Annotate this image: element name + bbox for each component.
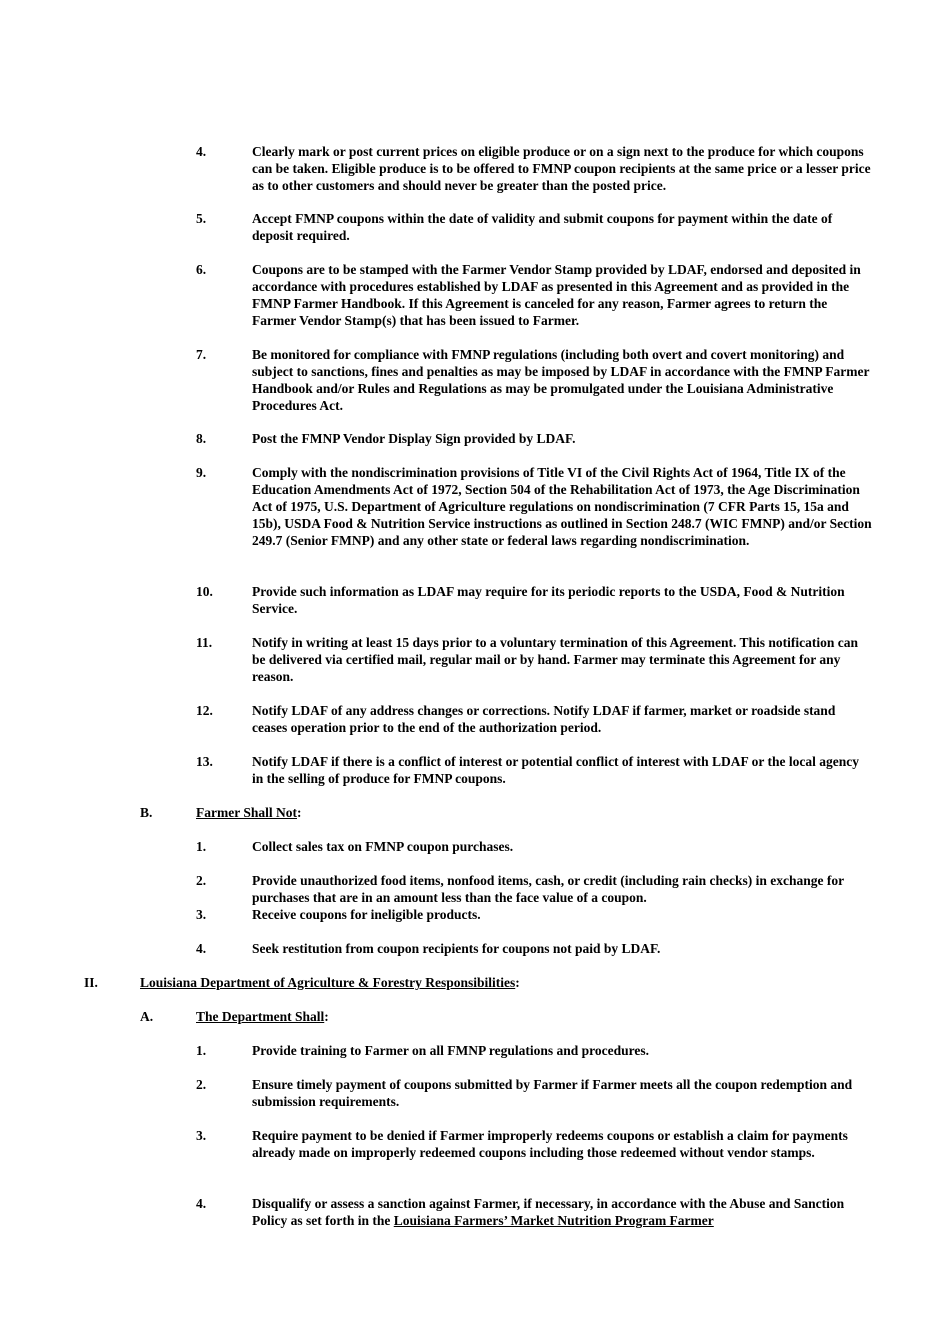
handbook-title: Louisiana Farmers’ Market Nutrition Program Farmer <box>393 1213 714 1228</box>
item-text: Notify LDAF if there is a conflict of interest or potential conflict of interest with LDAF or the local agency in the selling of produce for FMNP coupons. <box>252 754 860 786</box>
item-number: 13. <box>196 754 213 769</box>
item-number: 12. <box>196 703 213 718</box>
item-number: 5. <box>196 211 207 226</box>
item-number: 3. <box>196 907 207 922</box>
item-text: Notify LDAF of any address changes or corrections. Notify LDAF if farmer, market or roadside stand ceases operation prior to the end of the authorization period. <box>252 703 836 735</box>
section-ii-title: Louisiana Department of Agriculture & Forestry Responsibilities <box>140 975 516 990</box>
section-b-letter: B. <box>140 805 153 820</box>
item-text: Coupons are to be stamped with the Farmer Vendor Stamp provided by LDAF, endorsed and deposited in accordance with procedures established by LDAF as presented in this Agreement and as provided in the FMNP Farmer Handbook. If this Agreement is canceled for any reason, Farmer agrees to return the Farmer Vendor Stamp(s) that has been issued to Farmer. <box>252 262 861 328</box>
item-text: Post the FMNP Vendor Display Sign provided by LDAF. <box>252 431 576 446</box>
item-text: Ensure timely payment of coupons submitted by Farmer if Farmer meets all the coupon redemption and submission requirements. <box>252 1077 853 1109</box>
item-number: 4. <box>196 144 207 159</box>
item-text: Seek restitution from coupon recipients for coupons not paid by LDAF. <box>252 941 661 956</box>
item-number: 10. <box>196 584 213 599</box>
item-number: 7. <box>196 347 207 362</box>
item-text: Be monitored for compliance with FMNP regulations (including both overt and covert monitoring) and subject to sanctions, fines and penalties as may be imposed by LDAF in accordance with the FMNP Farmer Handbook and/or Rules and Regulations as may be promulgated under the Louisiana Administrative Procedures Act. <box>252 347 870 413</box>
item-text: Provide training to Farmer on all FMNP regulations and procedures. <box>252 1043 649 1058</box>
item-text: Receive coupons for ineligible products. <box>252 907 481 922</box>
item-number: 2. <box>196 1077 207 1092</box>
item-number: 2. <box>196 873 207 888</box>
section-ii-a-title: The Department Shall <box>196 1009 325 1024</box>
item-number: 9. <box>196 465 207 480</box>
item-number: 4. <box>196 941 207 956</box>
item-text: Disqualify or assess a sanction against Farmer, if necessary, in accordance with the Abuse and Sanction Policy as set forth in the Louisiana Farmers’ Market Nutrition Program Farmer <box>252 1196 845 1228</box>
item-text: Collect sales tax on FMNP coupon purchases. <box>252 839 514 854</box>
item-text: Require payment to be denied if Farmer improperly redeems coupons or establish a claim for payments already made on improperly redeemed coupons including those redeemed without vendor stamps. <box>252 1128 848 1160</box>
section-ii-a-letter: A. <box>140 1009 154 1024</box>
item-number: 1. <box>196 839 207 854</box>
item-text: Accept FMNP coupons within the date of validity and submit coupons for payment within the date of deposit required. <box>252 211 833 243</box>
item-number: 11. <box>196 635 213 650</box>
item-text: Clearly mark or post current prices on eligible produce or on a sign next to the produce for which coupons can be taken. Eligible produce is to be offered to FMNP coupon recipients at the same price or a lesser price as to other customers and should never be greater than the posted price. <box>252 144 871 193</box>
section-ii-heading: Louisiana Department of Agriculture & Forestry Responsibilities: <box>140 975 520 990</box>
item-number: 8. <box>196 431 207 446</box>
item-text: Notify in writing at least 15 days prior to a voluntary termination of this Agreement. This notification can be delivered via certified mail, regular mail or by hand. Farmer may terminate this Agreement for any reason. <box>252 635 858 684</box>
section-ii-roman: II. <box>84 975 98 990</box>
item-number: 4. <box>196 1196 207 1211</box>
item-number: 6. <box>196 262 207 277</box>
item-text: Provide unauthorized food items, nonfood items, cash, or credit (including rain checks) in exchange for purchases that are in an amount less than the face value of a coupon. <box>252 873 844 905</box>
item-number: 1. <box>196 1043 207 1058</box>
section-b-title: Farmer Shall Not <box>196 805 297 820</box>
item-text: Provide such information as LDAF may require for its periodic reports to the USDA, Food & Nutrition Service. <box>252 584 845 616</box>
section-ii-a-heading: The Department Shall: <box>196 1009 329 1024</box>
section-b-heading: Farmer Shall Not: <box>196 805 302 820</box>
item-number: 3. <box>196 1128 207 1143</box>
item-text: Comply with the nondiscrimination provisions of Title VI of the Civil Rights Act of 1964, Title IX of the Education Amendments Act of 1972, Section 504 of the Rehabilitation Act of 1973, the Age Discrimination Act of 1975, U.S. Department of Agriculture regulations on nondiscrimination (7 CFR Parts 15, 15a and 15b), USDA Food & Nutrition Service instructions as outlined in Section 248.7 (WIC FMNP) and/or Section 249.7 (Senior FMNP) and any other state or federal laws regarding nondiscrimination. <box>252 465 872 548</box>
